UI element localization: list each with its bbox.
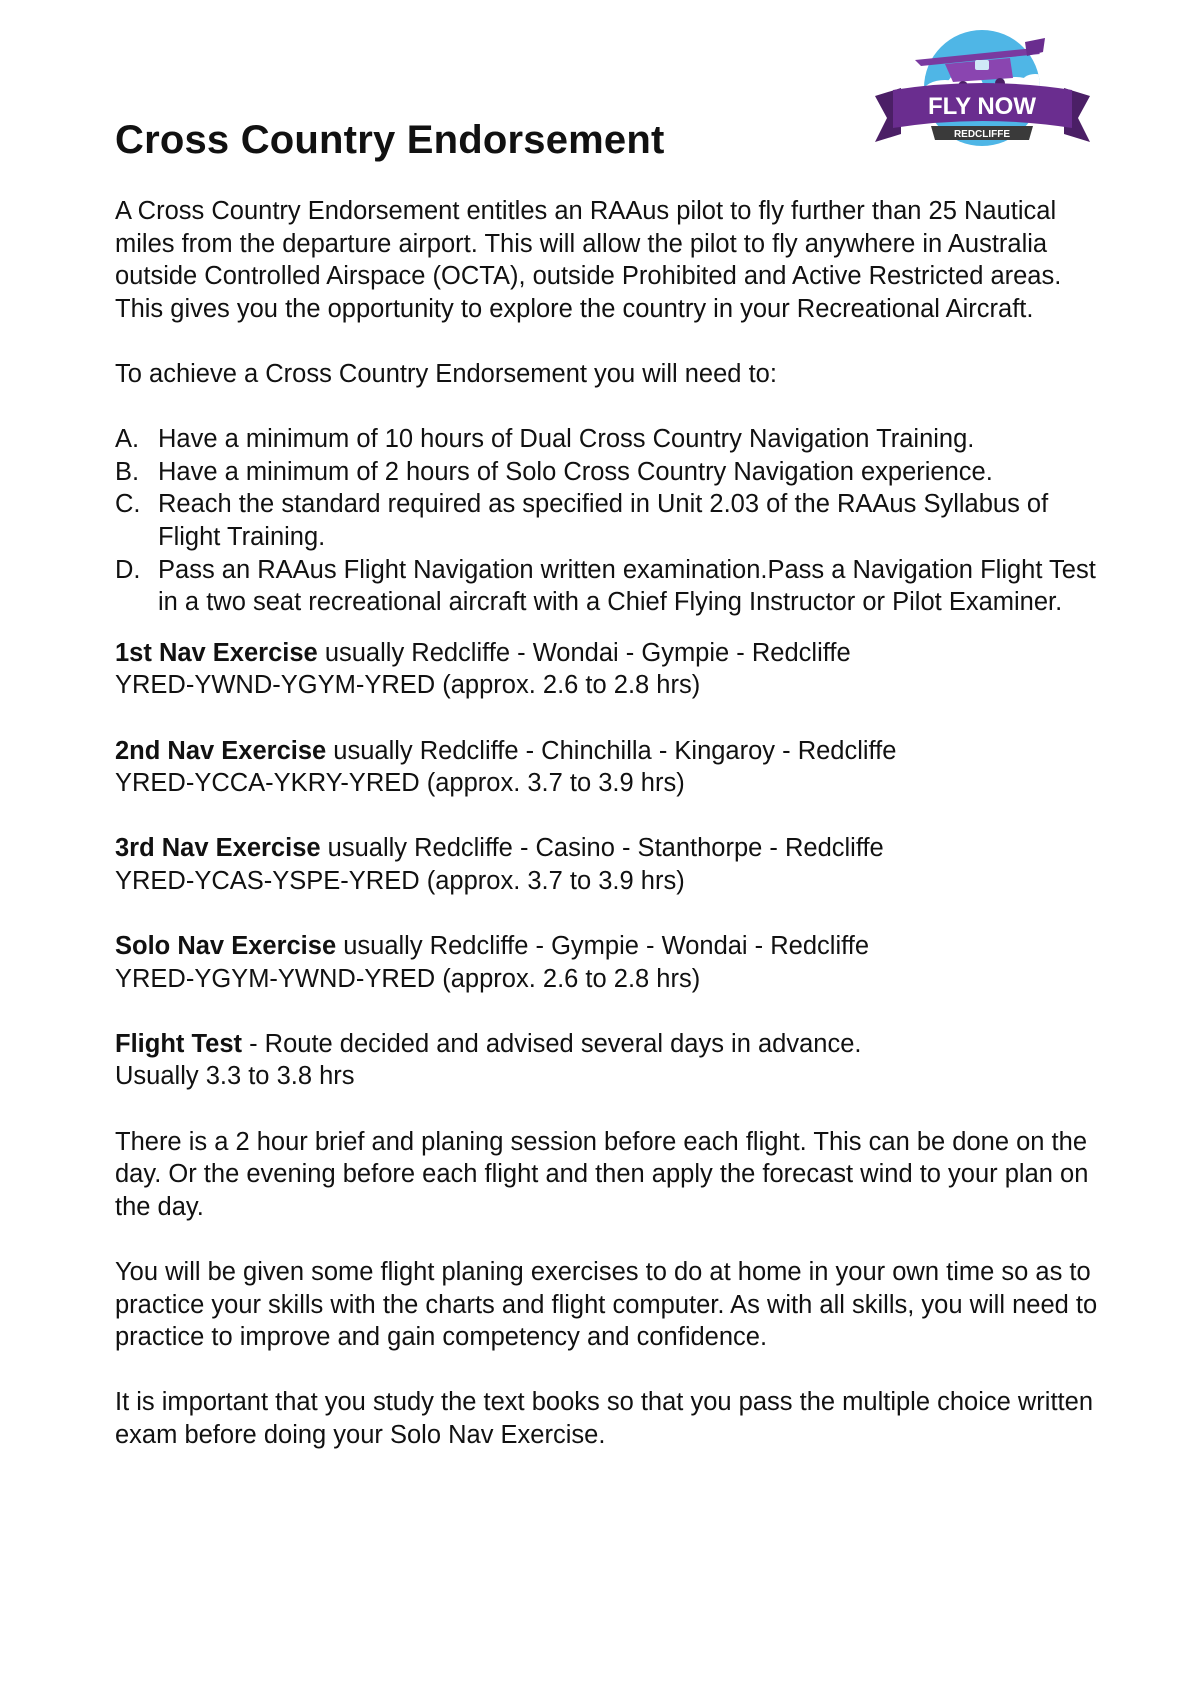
nav-route-line xyxy=(115,1028,1100,1061)
fly-now-logo xyxy=(875,30,1090,152)
list-item xyxy=(115,488,1100,553)
nav-exercise-name: 3rd Nav Exercise xyxy=(115,834,321,863)
list-item xyxy=(115,456,1100,489)
list-item xyxy=(115,554,1100,619)
document-body xyxy=(115,195,1100,1484)
list-item-letter: A. xyxy=(115,425,140,454)
nav-exercise-codes: YRED-YWND-YGYM-YRED (approx. 2.6 to 2.8 hrs) xyxy=(115,671,701,700)
nav-exercise-name: Flight Test xyxy=(115,1029,243,1058)
nav-route-line xyxy=(115,930,1100,963)
list-item-text: Reach the standard required as specified in Unit 2.03 of the RAAus Syllabus of Flight Training. xyxy=(158,490,1049,551)
nav-exercise-codes: Usually 3.3 to 3.8 hrs xyxy=(115,1062,355,1091)
nav-exercise-name: Solo Nav Exercise xyxy=(115,932,337,961)
practice-paragraph: You will be given some flight planing exercises to do at home in your own time so as to practice your skills with the charts and flight computer. As with all skills, you will need to practice to improve and gain competency and confidence. xyxy=(115,1258,1098,1352)
list-item-text: Have a minimum of 2 hours of Solo Cross Country Navigation experience. xyxy=(158,457,993,486)
nav-exercise-codes: YRED-YCCA-YKRY-YRED (approx. 3.7 to 3.9 hrs) xyxy=(115,769,685,798)
briefing-paragraph: There is a 2 hour brief and planing session before each flight. This can be done on the day. Or the evening before each flight and then apply the forecast wind to your plan on the day. xyxy=(115,1127,1089,1221)
nav-exercise-1 xyxy=(115,637,1100,702)
nav-exercise-route: usually Redcliffe - Wondai - Gympie - Redcliffe xyxy=(317,638,851,667)
requirements-list xyxy=(115,423,1100,619)
study-paragraph: It is important that you study the text books so that you pass the multiple choice written exam before doing your Solo Nav Exercise. xyxy=(115,1388,1094,1449)
nav-exercise-route: - Route decided and advised several days in advance. xyxy=(242,1029,862,1058)
list-item-letter: D. xyxy=(115,555,141,584)
intro-paragraph: A Cross Country Endorsement entitles an RAAus pilot to fly further than 25 Nautical miles from the departure airport. This will allow the pilot to fly anywhere in Australia outside Controlled Airspace (OCTA), outside Prohibited and Active Restricted areas. This gives you the opportunity to explore the country in your Recreational Aircraft. xyxy=(115,197,1062,323)
nav-route-line xyxy=(115,637,1100,670)
nav-exercise-route: usually Redcliffe - Gympie - Wondai - Redcliffe xyxy=(336,932,870,961)
list-item xyxy=(115,423,1100,456)
nav-exercise-route: usually Redcliffe - Casino - Stanthorpe - Redcliffe xyxy=(320,834,884,863)
list-item-letter: C. xyxy=(115,490,141,519)
nav-exercise-name: 2nd Nav Exercise xyxy=(115,736,327,765)
nav-route-line xyxy=(115,735,1100,768)
nav-exercise-route: usually Redcliffe - Chinchilla - Kingaroy - Redcliffe xyxy=(326,736,897,765)
nav-exercise-2 xyxy=(115,735,1100,800)
requirements-lead: To achieve a Cross Country Endorsement you will need to: xyxy=(115,359,777,388)
nav-exercise-codes: YRED-YGYM-YWND-YRED (approx. 2.6 to 2.8 hrs) xyxy=(115,964,701,993)
logo-ribbon xyxy=(931,126,1033,140)
list-item-text: Pass an RAAus Flight Navigation written examination.Pass a Navigation Flight Test in a two seat recreational aircraft with a Chief Flying Instructor or Pilot Examiner. xyxy=(158,555,1096,617)
nav-exercise-solo xyxy=(115,930,1100,995)
nav-route-line xyxy=(115,832,1100,865)
nav-exercise-name: 1st Nav Exercise xyxy=(115,638,318,667)
nav-exercise-codes: YRED-YCAS-YSPE-YRED (approx. 3.7 to 3.9 hrs) xyxy=(115,866,685,895)
logo-sub-text: REDCLIFFE xyxy=(953,129,1011,140)
nav-exercise-3 xyxy=(115,832,1100,897)
flight-test xyxy=(115,1028,1100,1093)
page-title: Cross Country Endorsement xyxy=(115,118,665,162)
list-item-text: Have a minimum of 10 hours of Dual Cross Country Navigation Training. xyxy=(158,425,975,454)
logo-brand-text: FLY NOW xyxy=(927,93,1037,120)
list-item-letter: B. xyxy=(115,457,140,486)
